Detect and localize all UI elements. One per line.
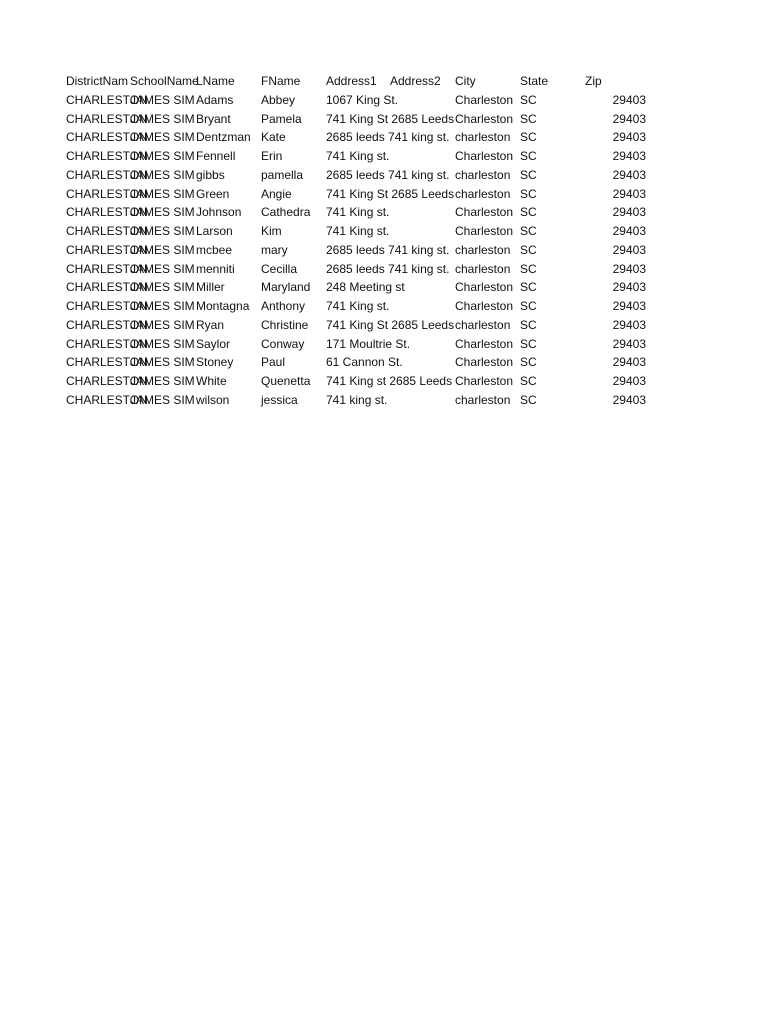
cell-school: JAMES SIM — [130, 317, 195, 332]
cell-district: CHARLESTON — [66, 149, 148, 163]
cell-city: Charleston — [455, 336, 514, 351]
cell-school: JAMES SIM — [130, 374, 195, 388]
table-row — [66, 222, 666, 241]
cell-district: CHARLESTON — [66, 205, 148, 220]
cell-city: charleston — [455, 392, 511, 407]
cell-lname: Larson — [196, 224, 233, 238]
cell-school: JAMES SIM — [130, 186, 195, 201]
cell-zip: 29403 — [612, 374, 646, 388]
cell-lname: Montagna — [196, 299, 250, 313]
cell-address1: 61 Cannon St. — [326, 355, 403, 370]
cell-district: CHARLESTON — [66, 167, 148, 182]
table-row — [66, 353, 666, 372]
header-address2: Address2 — [390, 74, 441, 88]
cell-address1: 741 King st. — [326, 299, 390, 313]
cell-lname: White — [196, 374, 227, 388]
cell-zip: 29403 — [612, 224, 646, 238]
cell-district: CHARLESTON — [66, 355, 148, 370]
table-row — [66, 241, 666, 260]
cell-fname: pamella — [261, 167, 304, 182]
cell-district: CHARLESTON — [66, 392, 148, 407]
cell-address1: 248 Meeting st — [326, 280, 405, 295]
cell-city: charleston — [455, 317, 511, 332]
spreadsheet-table — [66, 72, 666, 410]
header-district: DistrictNam — [66, 74, 128, 88]
cell-lname: Miller — [196, 280, 225, 295]
cell-city: charleston — [455, 242, 511, 257]
cell-zip: 29403 — [612, 242, 646, 257]
table-row — [66, 128, 666, 147]
cell-school: JAMES SIM — [130, 392, 195, 407]
cell-zip: 29403 — [612, 336, 646, 351]
cell-address1: 741 king st. — [326, 392, 388, 407]
header-fname: FName — [261, 74, 301, 88]
cell-school: JAMES SIM — [130, 261, 195, 276]
cell-address1: 2685 leeds 741 king st. — [326, 167, 450, 182]
cell-fname: Erin — [261, 149, 283, 163]
cell-fname: Conway — [261, 336, 305, 351]
header-row — [66, 72, 666, 91]
cell-zip: 29403 — [612, 111, 646, 126]
cell-district: CHARLESTON — [66, 299, 148, 313]
cell-city: Charleston — [455, 149, 514, 163]
cell-fname: Kim — [261, 224, 282, 238]
cell-address1: 741 King st 2685 Leeds — [326, 374, 453, 388]
cell-school: JAMES SIM — [130, 336, 195, 351]
cell-fname: Paul — [261, 355, 286, 370]
cell-school: JAMES SIM — [130, 149, 195, 163]
cell-zip: 29403 — [612, 130, 646, 145]
cell-state: SC — [520, 92, 537, 107]
header-lname: LName — [196, 74, 235, 88]
cell-zip: 29403 — [612, 261, 646, 276]
cell-zip: 29403 — [612, 299, 646, 313]
cell-zip: 29403 — [612, 355, 646, 370]
table-row — [66, 372, 666, 391]
cell-lname: Green — [196, 186, 230, 201]
cell-district: CHARLESTON — [66, 280, 148, 295]
cell-zip: 29403 — [612, 317, 646, 332]
table-row — [66, 166, 666, 185]
cell-city: Charleston — [455, 205, 514, 220]
cell-school: JAMES SIM — [130, 92, 195, 107]
cell-state: SC — [520, 111, 537, 126]
cell-district: CHARLESTON — [66, 317, 148, 332]
cell-lname: Fennell — [196, 149, 236, 163]
cell-address1: 171 Moultrie St. — [326, 336, 411, 351]
cell-district: CHARLESTON — [66, 92, 148, 107]
cell-lname: Ryan — [196, 317, 225, 332]
cell-address1: 741 King St 2685 Leeds — [326, 317, 455, 332]
cell-state: SC — [520, 224, 537, 238]
cell-lname: mcbee — [196, 242, 233, 257]
cell-district: CHARLESTON — [66, 186, 148, 201]
cell-fname: Quenetta — [261, 374, 311, 388]
cell-address1: 741 King st. — [326, 149, 390, 163]
cell-city: charleston — [455, 261, 511, 276]
cell-state: SC — [520, 336, 537, 351]
cell-state: SC — [520, 280, 537, 295]
cell-fname: Kate — [261, 130, 286, 145]
cell-state: SC — [520, 392, 537, 407]
cell-fname: Cecilla — [261, 261, 298, 276]
header-zip: Zip — [585, 74, 602, 88]
cell-state: SC — [520, 355, 537, 370]
header-address1: Address1 — [326, 74, 377, 88]
cell-district: CHARLESTON — [66, 224, 148, 238]
cell-state: SC — [520, 299, 537, 313]
cell-state: SC — [520, 261, 537, 276]
cell-address1: 2685 leeds 741 king st. — [326, 242, 450, 257]
cell-address1: 1067 King St. — [326, 92, 399, 107]
cell-fname: Cathedra — [261, 205, 311, 220]
cell-zip: 29403 — [612, 280, 646, 295]
table-row — [66, 110, 666, 129]
header-city: City — [455, 74, 476, 88]
cell-school: JAMES SIM — [130, 130, 195, 145]
cell-lname: Johnson — [196, 205, 242, 220]
cell-address1: 741 King st. — [326, 205, 390, 220]
cell-state: SC — [520, 130, 537, 145]
cell-school: JAMES SIM — [130, 299, 195, 313]
cell-state: SC — [520, 242, 537, 257]
header-school: SchoolName — [130, 74, 199, 88]
table-row — [66, 316, 666, 335]
cell-fname: Maryland — [261, 280, 311, 295]
cell-zip: 29403 — [612, 186, 646, 201]
table-row — [66, 391, 666, 410]
cell-fname: Christine — [261, 317, 309, 332]
cell-district: CHARLESTON — [66, 242, 148, 257]
cell-address1: 741 King st. — [326, 224, 390, 238]
cell-fname: Pamela — [261, 111, 302, 126]
cell-city: Charleston — [455, 374, 514, 388]
table-body — [66, 91, 666, 410]
cell-state: SC — [520, 149, 537, 163]
cell-city: Charleston — [455, 299, 514, 313]
cell-city: Charleston — [455, 355, 514, 370]
cell-zip: 29403 — [612, 205, 646, 220]
table-row — [66, 335, 666, 354]
cell-address1: 741 King St 2685 Leeds — [326, 186, 455, 201]
cell-city: Charleston — [455, 280, 514, 295]
cell-state: SC — [520, 186, 537, 201]
cell-lname: wilson — [196, 392, 230, 407]
cell-fname: jessica — [261, 392, 298, 407]
cell-lname: Saylor — [196, 336, 231, 351]
cell-address1: 2685 leeds 741 king st. — [326, 130, 450, 145]
cell-school: JAMES SIM — [130, 280, 195, 295]
cell-district: CHARLESTON — [66, 261, 148, 276]
cell-state: SC — [520, 167, 537, 182]
cell-city: Charleston — [455, 224, 514, 238]
table-row — [66, 278, 666, 297]
cell-lname: Adams — [196, 92, 234, 107]
cell-address1: 2685 leeds 741 king st. — [326, 261, 450, 276]
cell-zip: 29403 — [612, 167, 646, 182]
cell-city: charleston — [455, 130, 511, 145]
cell-fname: Anthony — [261, 299, 306, 313]
table-row — [66, 260, 666, 279]
cell-city: Charleston — [455, 92, 514, 107]
cell-lname: Stoney — [196, 355, 234, 370]
cell-school: JAMES SIM — [130, 224, 195, 238]
cell-zip: 29403 — [612, 92, 646, 107]
cell-school: JAMES SIM — [130, 355, 195, 370]
cell-lname: Bryant — [196, 111, 231, 126]
cell-lname: Dentzman — [196, 130, 251, 145]
cell-fname: mary — [261, 242, 288, 257]
cell-lname: gibbs — [196, 167, 225, 182]
cell-school: JAMES SIM — [130, 205, 195, 220]
cell-fname: Abbey — [261, 92, 296, 107]
table-row — [66, 147, 666, 166]
cell-school: JAMES SIM — [130, 111, 195, 126]
table-row — [66, 297, 666, 316]
cell-district: CHARLESTON — [66, 130, 148, 145]
cell-fname: Angie — [261, 186, 292, 201]
cell-lname: menniti — [196, 261, 235, 276]
cell-state: SC — [520, 205, 537, 220]
cell-city: charleston — [455, 186, 511, 201]
cell-district: CHARLESTON — [66, 374, 148, 388]
cell-school: JAMES SIM — [130, 167, 195, 182]
cell-city: Charleston — [455, 111, 514, 126]
cell-zip: 29403 — [612, 149, 646, 163]
cell-state: SC — [520, 374, 537, 388]
cell-school: JAMES SIM — [130, 242, 195, 257]
table-row — [66, 185, 666, 204]
cell-city: charleston — [455, 167, 511, 182]
cell-address1: 741 King St 2685 Leeds — [326, 111, 455, 126]
cell-zip: 29403 — [612, 392, 646, 407]
cell-district: CHARLESTON — [66, 336, 148, 351]
cell-district: CHARLESTON — [66, 111, 148, 126]
table-row — [66, 91, 666, 110]
cell-state: SC — [520, 317, 537, 332]
header-state: State — [520, 74, 549, 88]
table-row — [66, 203, 666, 222]
